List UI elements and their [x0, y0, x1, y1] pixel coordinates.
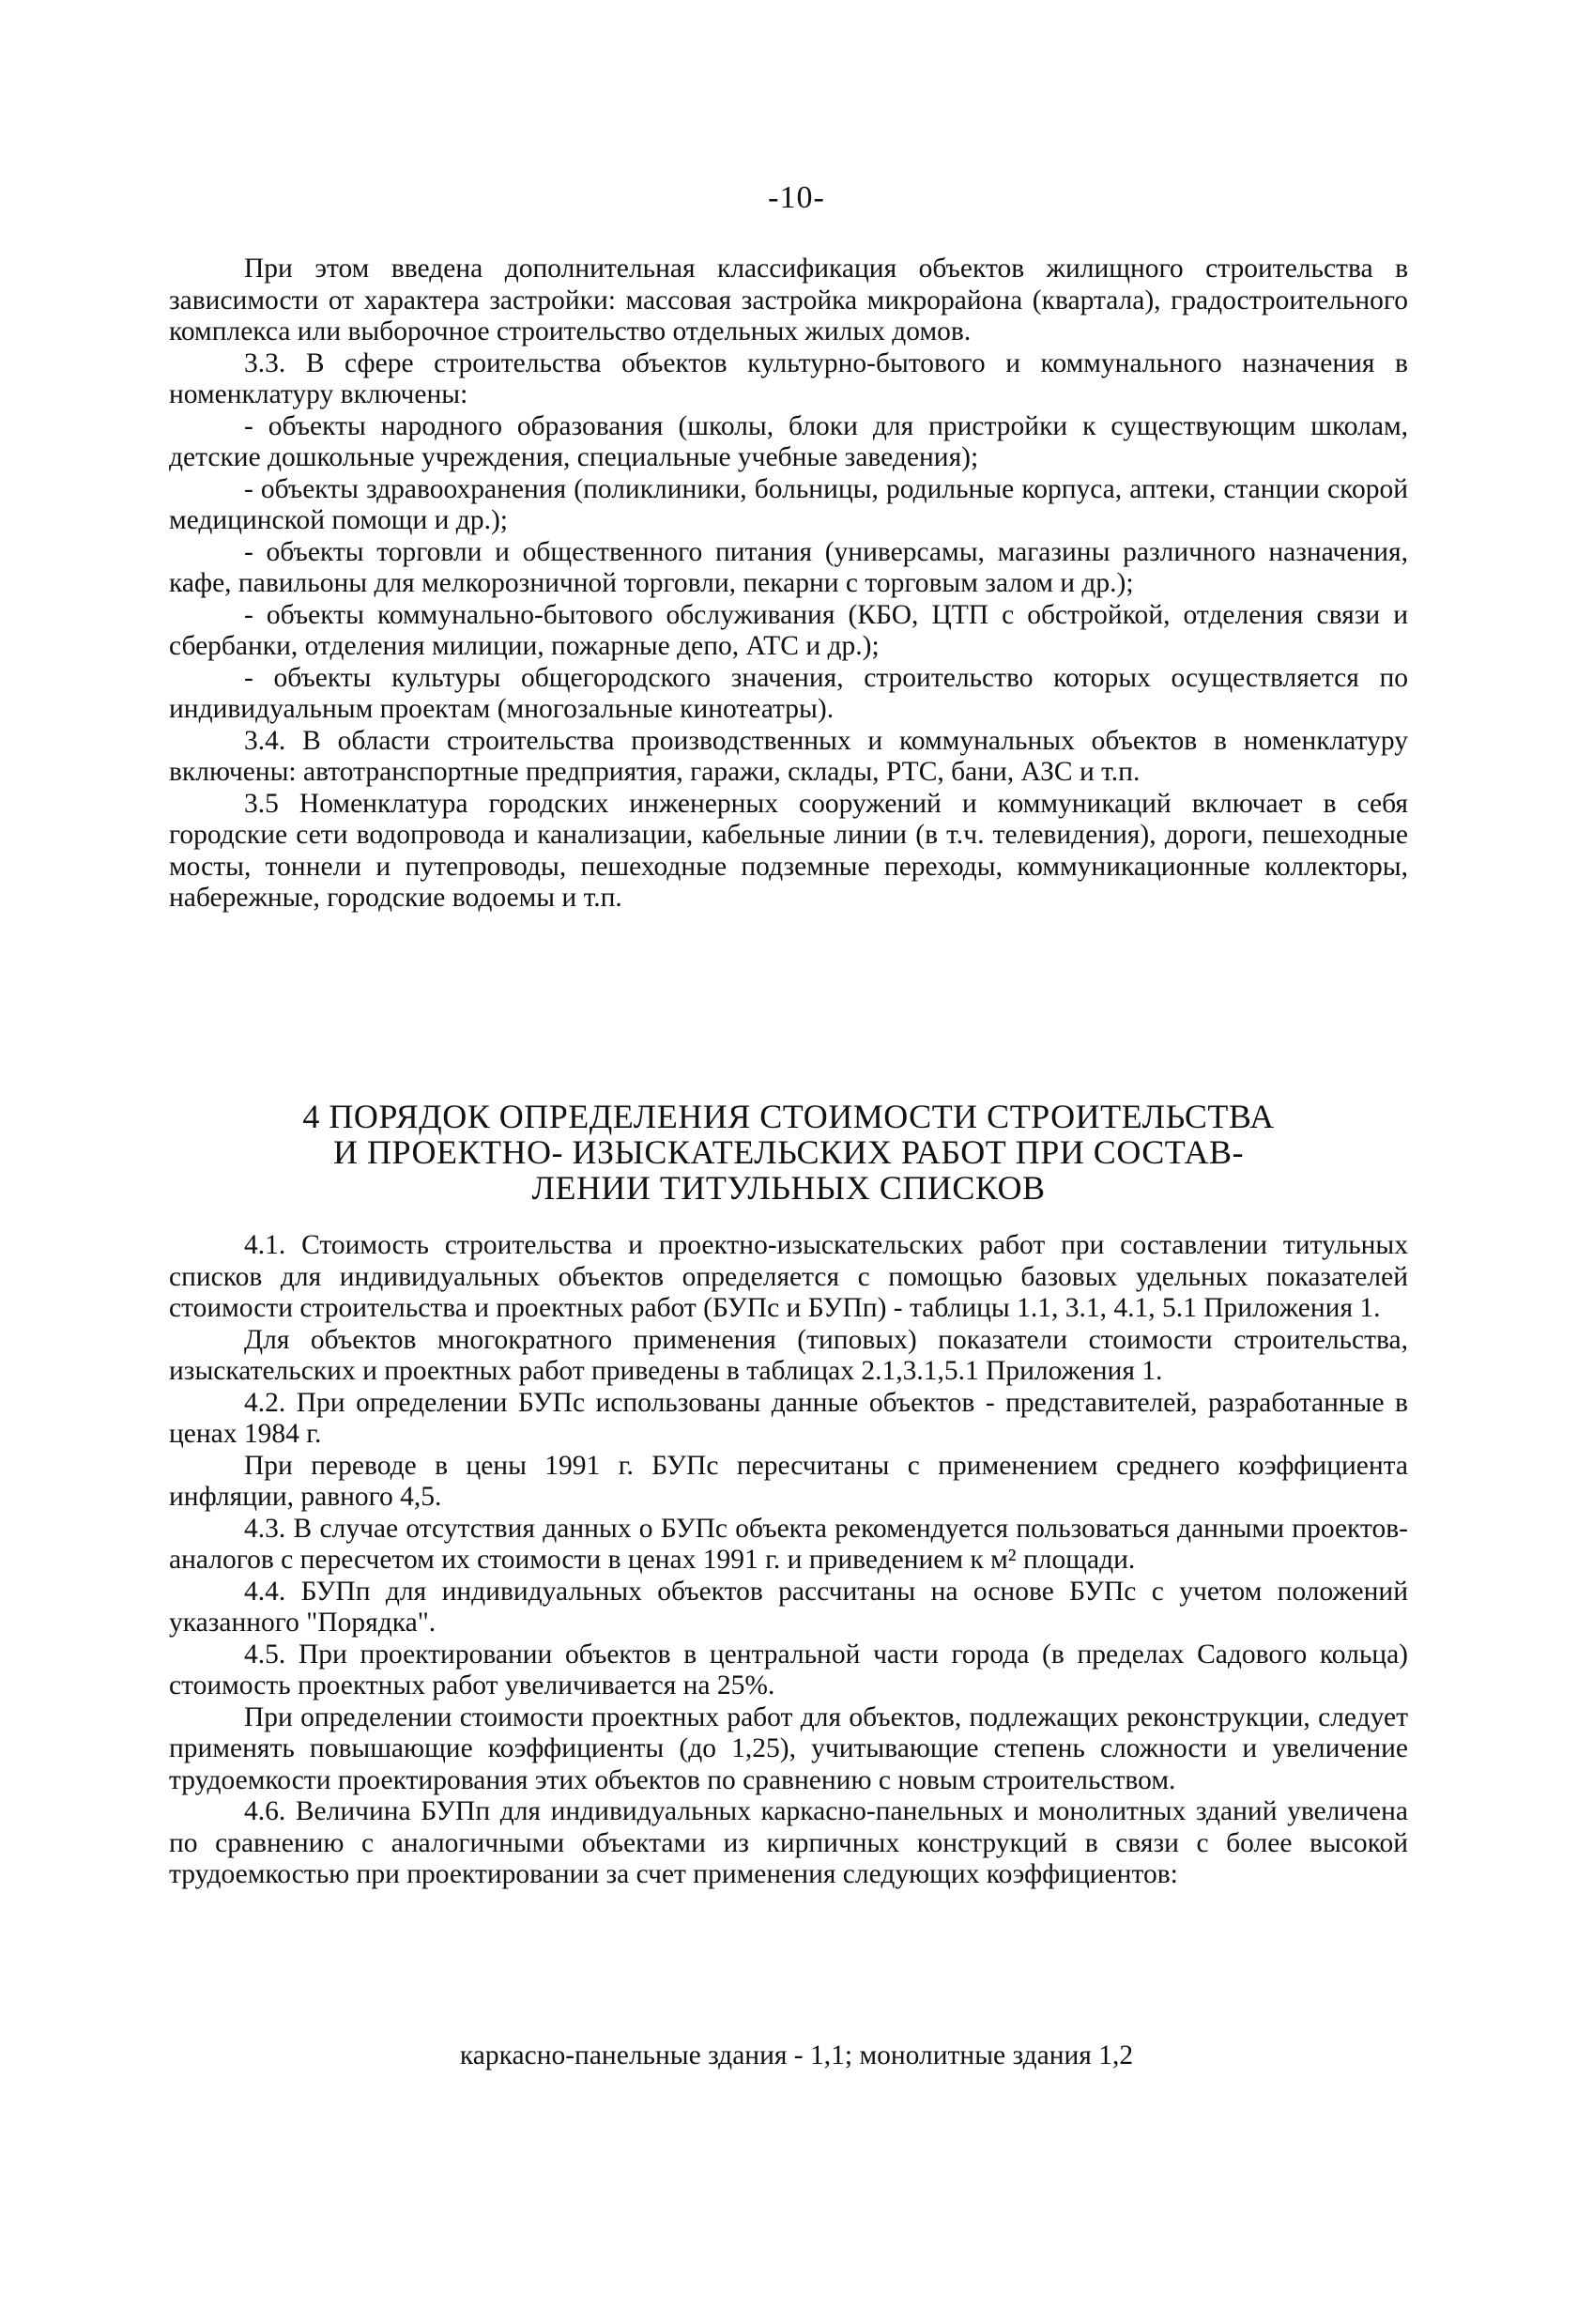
intro-paragraph: При этом введена дополнительная классификация объектов жилищного строительства в зависимости от характера застройки: массовая застройка микрорайона (квартала), градостроительного комплекса или выборочное строительство отдельных жилых домов.: [169, 254, 1408, 346]
paragraph-3-5: 3.5 Номенклатура городских инженерных сооружений и коммуникаций включает в себя городские сети водопровода и канализации, кабельные линии (в т.ч. телевидения), дороги, пешеходные мосты, тоннели и путепроводы, пешеходные подземные переходы, коммуникационные коллекторы, набережные, городские водоемы и т.п.: [169, 788, 1408, 913]
paragraph-4-2: 4.2. При определении БУПс использованы данные объектов - представителей, разработанные в ценах 1984 г.: [169, 1387, 1408, 1449]
section-3-text: [169, 254, 1408, 915]
paragraph-3-4: 3.4. В области строительства производственных и коммунальных объектов в номенклатуру включены: автотранспортные предприятия, гаражи, склады, РТС, бани, АЗС и т.п.: [169, 725, 1408, 787]
paragraph-4-5: 4.5. При проектировании объектов в центральной части города (в пределах Садового кольца) стоимость проектных работ увеличивается на 25%.: [169, 1639, 1408, 1701]
list-item: - объекты коммунально-бытового обслуживания (КБО, ЦТП с обстройкой, отделения связи и сбербанки, отделения милиции, пожарные депо, АТС и др.);: [169, 599, 1408, 661]
section-4-heading: [169, 1099, 1408, 1206]
heading-line-1: 4 ПОРЯДОК ОПРЕДЕЛЕНИЯ СТОИМОСТИ СТРОИТЕЛЬСТВА: [302, 1098, 1275, 1135]
heading-line-2: И ПРОЕКТНО- ИЗЫСКАТЕЛЬСКИХ РАБОТ ПРИ СОСТАВ-: [333, 1133, 1244, 1171]
paragraph-4-3: 4.3. В случае отсутствия данных о БУПс объекта рекомендуется пользоваться данными проектов-аналогов с пересчетом их стоимости в ценах 1991 г. и приведением к м² площади.: [169, 1513, 1408, 1575]
list-item: - объекты торговли и общественного питания (универсамы, магазины различного назначения, кафе, павильоны для мелкорозничной торговли, пекарни с торговым залом и др.);: [169, 536, 1408, 598]
page-number: -10-: [768, 180, 825, 215]
list-item: - объекты народного образования (школы, блоки для пристройки к существующим школам, детские дошкольные учреждения, специальные учебные заведения);: [169, 410, 1408, 472]
coefficients-line: каркасно-панельные здания - 1,1; монолитные здания 1,2: [459, 2040, 1134, 2070]
paragraph-3-3: 3.3. В сфере строительства объектов культурно-бытового и коммунального назначения в номенклатуру включены:: [169, 347, 1408, 409]
paragraph-4-1-b: Для объектов многократного применения (типовых) показатели стоимости строительства, изыскательских и проектных работ приведены в таблицах 2.1,3.1,5.1 Приложения 1.: [169, 1324, 1408, 1386]
paragraph-4-2-b: При переводе в цены 1991 г. БУПс пересчитаны с применением среднего коэффициента инфляции, равного 4,5.: [169, 1450, 1408, 1512]
list-item: - объекты здравоохранения (поликлиники, больницы, родильные корпуса, аптеки, станции скорой медицинской помощи и др.);: [169, 473, 1408, 535]
paragraph-4-5-b: При определении стоимости проектных работ для объектов, подлежащих реконструкции, следует применять повышающие коэффициенты (до 1,25), учитывающие степень сложности и увеличение трудоемкости проектирования этих объектов по сравнению с новым строительством.: [169, 1701, 1408, 1795]
section-4-text: [169, 1230, 1408, 1891]
paragraph-4-1: 4.1. Стоимость строительства и проектно-изыскательских работ при составлении титульных списков для индивидуальных объектов определяется с помощью базовых удельных показателей стоимости строительства и проектных работ (БУПс и БУПп) - таблицы 1.1, 3.1, 4.1, 5.1 Приложения 1.: [169, 1230, 1408, 1323]
paragraph-4-6: 4.6. Величина БУПп для индивидуальных каркасно-панельных и монолитных зданий увеличена по сравнению с аналогичными объектами из кирпичных конструкций в связи с более высокой трудоемкостью при проектировании за счет применения следующих коэффициентов:: [169, 1796, 1408, 1889]
list-item: - объекты культуры общегородского значения, строительство которых осуществляется по индивидуальным проектам (многозальные кинотеатры).: [169, 662, 1408, 724]
paragraph-4-4: 4.4. БУПп для индивидуальных объектов рассчитаны на основе БУПс с учетом положений указанного "Порядка".: [169, 1576, 1408, 1638]
heading-line-3: ЛЕНИИ ТИТУЛЬНЫХ СПИСКОВ: [531, 1169, 1046, 1207]
